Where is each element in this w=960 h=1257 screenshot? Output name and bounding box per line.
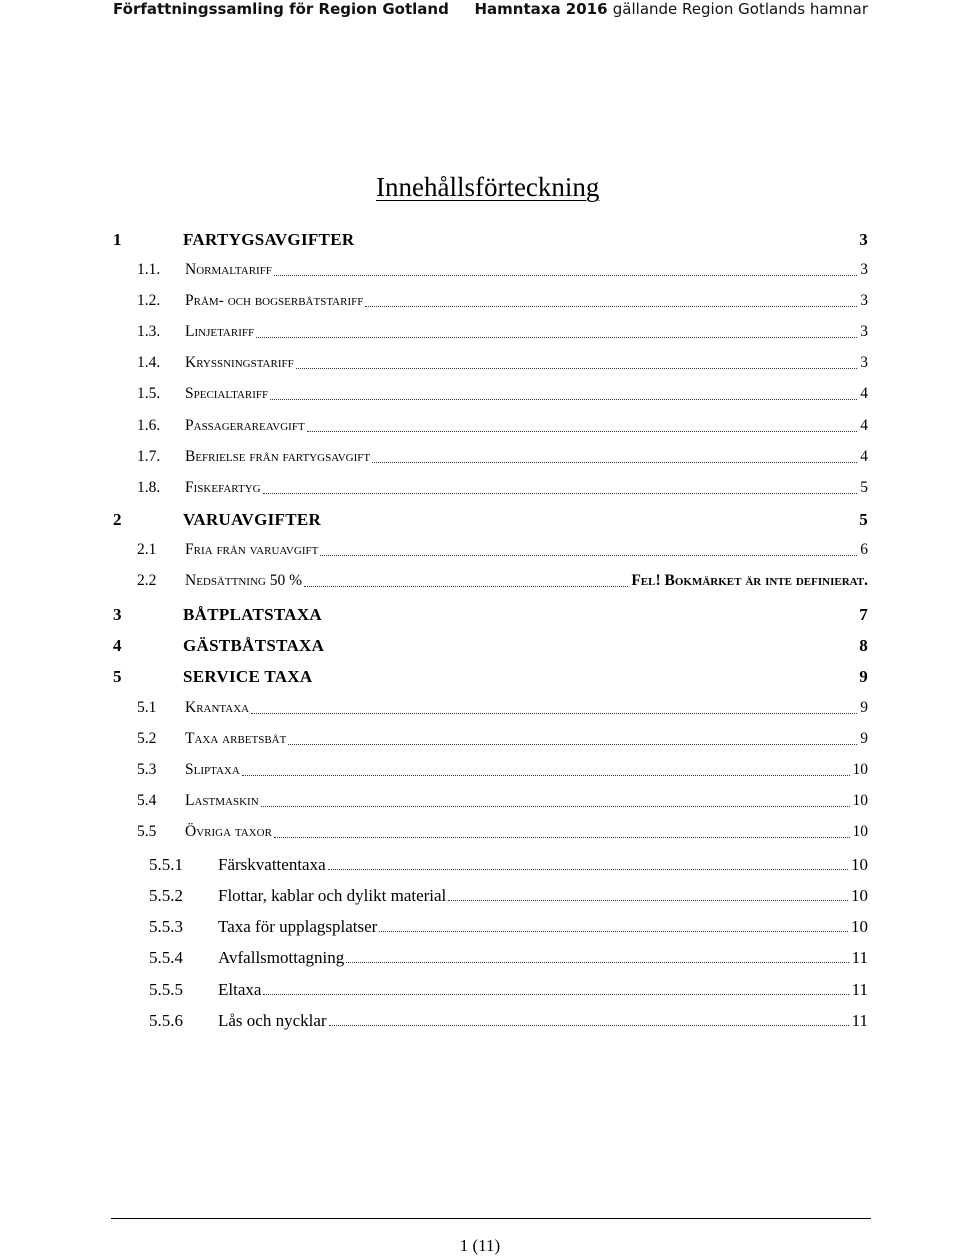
toc-entry-title: Sliptaxa [185,761,240,778]
toc-entry-title: Fiskefartyg [185,479,261,496]
toc-entry-number: 1.5. [137,385,161,402]
toc-entry-number: 1.3. [137,323,161,340]
toc-dot-leader [328,865,848,870]
toc-dot-leader [365,302,857,307]
toc-entry-page: 9 [860,730,868,747]
toc-entry-page: 4 [860,448,868,465]
toc-entry-page: 3 [859,230,868,249]
toc-entry-title: SERVICE TAXA [183,667,313,686]
toc-entry-page: 9 [860,699,868,716]
toc-entry-title: Krantaxa [185,699,250,716]
toc-entry-number: 5.2 [137,730,157,747]
toc-entry-number: 4 [113,636,122,655]
toc-entry-title: Avfallsmottagning [218,948,345,967]
toc-entry-page: 5 [859,510,868,529]
toc-entry-title: Övriga taxor [185,823,272,840]
page-header [0,0,960,24]
toc-entry[interactable] [0,917,960,941]
toc-entry-number: 1.4. [137,354,161,371]
toc-entry-number: 1.8. [137,479,161,496]
toc-dot-leader [274,833,850,838]
toc-entry-number: 1.6. [137,417,161,434]
toc-entry[interactable] [0,354,960,378]
header-document-name: Hamntaxa 2016 [474,0,608,18]
toc-entry-number: 5.5.5 [149,980,183,999]
toc-entry-page: 4 [860,417,868,434]
toc-entry-number: 2.2 [137,572,157,589]
toc-entry-number: 1 [113,230,122,249]
toc-entry-title: Lastmaskin [185,792,259,809]
toc-entry-page: 6 [860,541,868,558]
footer-divider [111,1218,871,1219]
toc-dot-leader [379,927,848,932]
toc-entry-page: 3 [860,354,868,371]
toc-entry-title: Taxa för upplagsplatser [218,917,378,936]
toc-dot-leader [372,458,857,463]
toc-dot-leader [307,427,857,432]
toc-entry-title: Kryssningstariff [185,354,294,371]
page-number: 1 (11) [459,1236,501,1255]
toc-entry-title: GÄSTBÅTSTAXA [183,636,325,655]
toc-entry-title: Lås och nycklar [218,1011,327,1030]
toc-entry[interactable] [0,699,960,723]
toc-entry-page: 11 [851,948,868,967]
toc-entry-page: 8 [859,636,868,655]
toc-entry-page: 10 [851,855,868,874]
toc-entry-number: 5.5.2 [149,886,183,905]
toc-entry-page: 3 [860,261,868,278]
toc-entry[interactable] [0,292,960,316]
toc-entry-number: 3 [113,605,122,624]
toc-entry-title: Färskvattentaxa [218,855,326,874]
toc-entry-page: 3 [860,292,868,309]
toc-entry-page: 11 [851,1011,868,1030]
toc-entry-page: 10 [852,823,868,840]
toc-entry-number: 1.2. [137,292,161,309]
toc-entry-number: 5.4 [137,792,157,809]
toc-entry-title: BÅTPLATSTAXA [183,605,322,624]
toc-entry-number: 5.1 [137,699,157,716]
toc-dot-leader [256,333,857,338]
toc-dot-leader [263,990,849,995]
toc-entry-page: 10 [851,886,868,905]
toc-entry[interactable] [0,948,960,972]
toc-dot-leader [329,1021,849,1026]
toc-entry-number: 5.5.6 [149,1011,183,1030]
toc-entry-title: Taxa arbetsbåt [185,730,287,747]
toc-entry-number: 2.1 [137,541,157,558]
toc-entry[interactable] [0,980,960,1004]
toc-entry-title: Nedsättning 50 % [185,572,303,589]
toc-entry[interactable] [0,323,960,347]
toc-entry[interactable] [0,667,960,691]
toc-dot-leader [320,551,857,556]
toc-entry[interactable] [0,230,960,254]
toc-title: Innehållsförteckning [376,172,600,202]
toc-entry[interactable] [0,417,960,441]
toc-entry[interactable] [0,479,960,503]
toc-entry-title: Pråm- och bogserbåtstariff [185,292,364,309]
toc-entry[interactable] [0,510,960,534]
toc-entry[interactable] [0,385,960,409]
toc-dot-leader [288,740,857,745]
toc-entry-title: Linjetariff [185,323,255,340]
toc-dot-leader [270,395,857,400]
toc-entry-page: 11 [851,980,868,999]
toc-entry-title: Flottar, kablar och dylikt material [218,886,447,905]
toc-entry[interactable] [0,572,960,596]
toc-entry-page: 10 [852,761,868,778]
toc-entry[interactable] [0,636,960,660]
toc-dot-leader [296,364,857,369]
toc-dot-leader [251,709,857,714]
toc-entry[interactable] [0,261,960,285]
toc-entry[interactable] [0,823,960,847]
header-right-text [475,0,869,18]
toc-dot-leader [274,271,857,276]
toc-dot-leader [346,958,849,963]
toc-entry-title: Befrielse från fartygsavgift [185,448,371,465]
header-scope: gällande Region Gotlands hamnar [612,0,868,18]
toc-entry[interactable] [0,730,960,754]
toc-entry-number: 5.5.3 [149,917,183,936]
toc-dot-leader [242,771,850,776]
toc-entry-number: 1.1. [137,261,161,278]
toc-entry-number: 5 [113,667,122,686]
toc-entry-title: Passagerareavgift [185,417,305,434]
toc-entry-page: 7 [859,605,868,624]
toc-entry-title: Specialtariff [185,385,269,402]
toc-entry-page: 3 [860,323,868,340]
toc-entry[interactable] [0,855,960,879]
toc-entry-page: 10 [852,792,868,809]
toc-entry-title: Fria från varuavgift [185,541,319,558]
toc-entry-title: VARUAVGIFTER [183,510,322,529]
toc-entry-title: Eltaxa [218,980,262,999]
toc-entry[interactable] [0,792,960,816]
toc-entry-title: Normaltariff [185,261,272,278]
toc-entry-number: 5.3 [137,761,157,778]
toc-dot-leader [448,896,848,901]
toc-dot-leader [261,802,850,807]
toc-entry[interactable] [0,541,960,565]
header-left-text: Författningssamling för Region Gotland [113,0,449,18]
toc-entry-page: 4 [860,385,868,402]
toc-entry[interactable] [0,1011,960,1035]
toc-entry[interactable] [0,761,960,785]
toc-entry-number: 5.5.4 [149,948,183,967]
toc-entry-number: 2 [113,510,122,529]
toc-entry-number: 5.5.1 [149,855,183,874]
toc-entry[interactable] [0,605,960,629]
toc-entry-page: 9 [859,667,868,686]
toc-entry[interactable] [0,448,960,472]
toc-entry[interactable] [0,886,960,910]
toc-entry-number: 5.5 [137,823,157,840]
toc-entry-page: 5 [860,479,868,496]
toc-dot-leader [263,489,857,494]
toc-dot-leader [304,582,628,587]
toc-entry-number: 1.7. [137,448,161,465]
toc-entry-error: Fel! Bokmärket är inte definierat. [631,572,868,589]
toc-entry-title: FARTYGSAVGIFTER [183,230,355,249]
toc-entry-page: 10 [851,917,868,936]
